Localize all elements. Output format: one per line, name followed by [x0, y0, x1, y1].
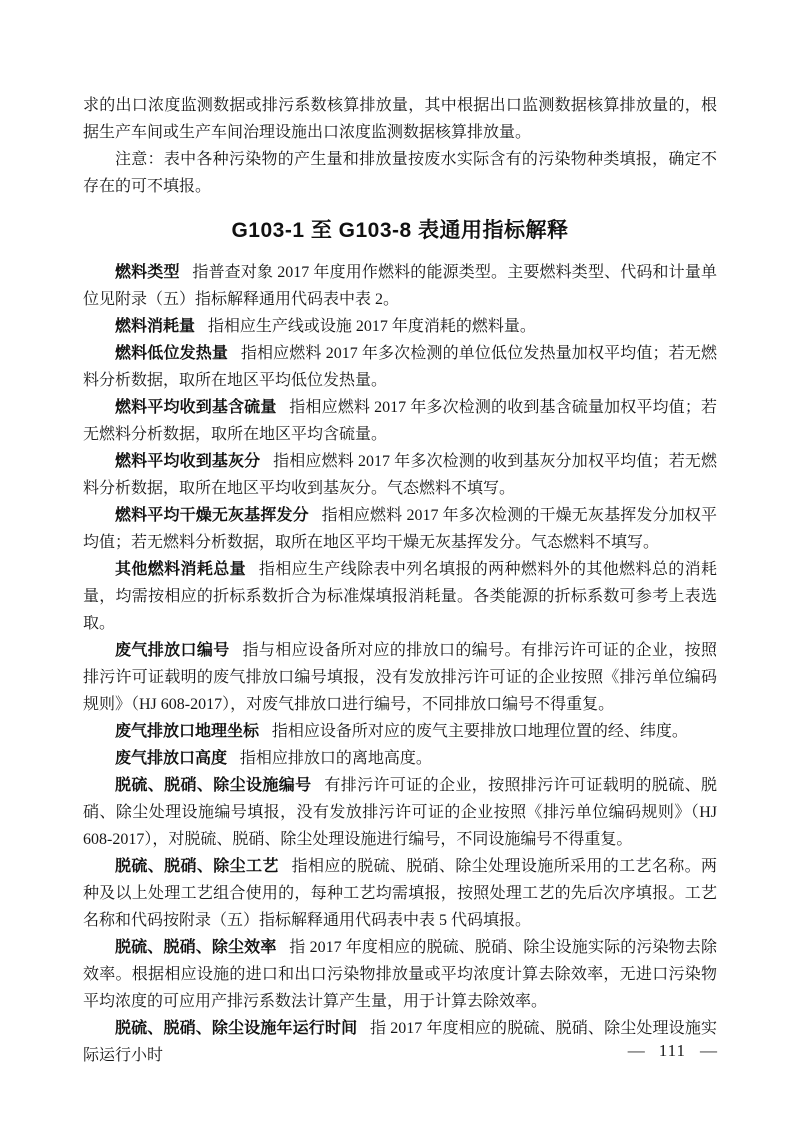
definition-text: 指相应燃料 2017 年多次检测的收到基灰分加权平均值；若无燃料分析数据，取所在地区平均收到基灰分。气态燃料不填写。 [83, 453, 717, 497]
definition-term: 废气排放口编号 [115, 642, 230, 659]
definition-term: 其他燃料消耗总量 [115, 561, 247, 578]
definition-paragraph [83, 394, 717, 448]
definition-term: 燃料平均干燥无灰基挥发分 [115, 507, 309, 524]
footer-page-number: 111 [658, 1041, 686, 1060]
definition-text: 指相应燃料 2017 年多次检测的干燥无灰基挥发分加权平均值；若无燃料分析数据，取所在地区平均干燥无灰基挥发分。气态燃料不填写。 [83, 507, 717, 551]
page-content [83, 92, 717, 1069]
definition-text: 有排污许可证的企业，按照排污许可证载明的脱硫、脱硝、除尘处理设施编号填报，没有发放排污许可证的企业按照《排污单位编码规则》（HJ 608-2017），对脱硫、脱硝、除尘处理设施进行编号，不同设施编号不得重复。 [83, 777, 717, 848]
definition-term: 废气排放口高度 [115, 750, 228, 767]
definition-text: 指相应的脱硫、脱硝、除尘处理设施所采用的工艺名称。两种及以上处理工艺组合使用的，每种工艺均需填报，按照处理工艺的先后次序填报。工艺名称和代码按附录（五）指标解释通用代码表中表 5 代码填报。 [83, 858, 717, 929]
definition-paragraph [83, 718, 717, 745]
definition-term: 燃料平均收到基灰分 [115, 453, 261, 470]
footer-dash-left: — [627, 1041, 645, 1060]
definition-text: 指与相应设备所对应的排放口的编号。有排污许可证的企业，按照排污许可证载明的废气排放口编号填报，没有发放排污许可证的企业按照《排污单位编码规则》（HJ 608-2017），对废气排放口进行编号，不同排放口编号不得重复。 [83, 642, 717, 713]
definition-paragraph [83, 556, 717, 637]
definition-term: 燃料类型 [115, 264, 180, 281]
intro-paragraph: 求的出口浓度监测数据或排污系数核算排放量，其中根据出口监测数据核算排放量的，根据生产车间或生产车间治理设施出口浓度监测数据核算排放量。 [83, 97, 717, 141]
definition-paragraph [83, 745, 717, 772]
definition-paragraph [83, 502, 717, 556]
definition-text: 指 2017 年度相应的脱硫、脱硝、除尘处理设施实际运行小时 [83, 1020, 717, 1064]
definition-paragraph [83, 340, 717, 394]
definition-text: 指相应排放口的离地高度。 [239, 750, 432, 767]
section-title: G103-1 至 G103-8 表通用指标解释 [231, 219, 569, 242]
definition-paragraph [83, 637, 717, 718]
definition-text: 指相应设备所对应的废气主要排放口地理位置的经、纬度。 [271, 723, 688, 740]
definition-text: 指相应生产线除表中列名填报的两种燃料外的其他燃料总的消耗量，均需按相应的折标系数折合为标准煤填报消耗量。各类能源的折标系数可参考上表选取。 [83, 561, 717, 632]
definition-term: 脱硫、脱硝、除尘工艺 [115, 858, 279, 875]
definition-term: 燃料平均收到基含硫量 [115, 399, 277, 416]
definition-text: 指相应燃料 2017 年多次检测的收到基含硫量加权平均值；若无燃料分析数据，取所在地区平均含硫量。 [83, 399, 717, 443]
definition-paragraph [83, 313, 717, 340]
footer-dash-right: — [700, 1041, 717, 1060]
definition-text: 指相应生产线或设施 2017 年度消耗的燃料量。 [207, 318, 536, 335]
definition-paragraph [83, 1015, 717, 1069]
definition-paragraph [83, 853, 717, 934]
definition-term: 燃料消耗量 [115, 318, 196, 335]
intro-paragraph-note: 注意：表中各种污染物的产生量和排放量按废水实际含有的污染物种类填报，确定不存在的可不填报。 [83, 151, 717, 195]
definition-term: 脱硫、脱硝、除尘设施编号 [115, 777, 312, 794]
definition-paragraph [83, 934, 717, 1015]
definition-term: 脱硫、脱硝、除尘设施年运行时间 [115, 1020, 358, 1037]
definition-term: 废气排放口地理坐标 [115, 723, 260, 740]
definition-text: 指 2017 年度相应的脱硫、脱硝、除尘设施实际的污染物去除效率。根据相应设施的进口和出口污染物排放量或平均浓度计算去除效率，无进口污染物平均浓度的可应用产排污系数法计算产生量，用于计算去除效率。 [83, 939, 717, 1010]
definition-text: 指普查对象 2017 年度用作燃料的能源类型。主要燃料类型、代码和计量单位见附录（五）指标解释通用代码表中表 2。 [83, 264, 717, 308]
definition-term: 脱硫、脱硝、除尘效率 [115, 939, 277, 956]
definition-text: 指相应燃料 2017 年多次检测的单位低位发热量加权平均值；若无燃料分析数据，取所在地区平均低位发热量。 [83, 345, 717, 389]
definition-term: 燃料低位发热量 [115, 345, 229, 362]
definition-paragraph [83, 259, 717, 313]
definition-paragraph [83, 772, 717, 853]
definition-paragraph [83, 448, 717, 502]
page-footer [628, 1041, 717, 1061]
